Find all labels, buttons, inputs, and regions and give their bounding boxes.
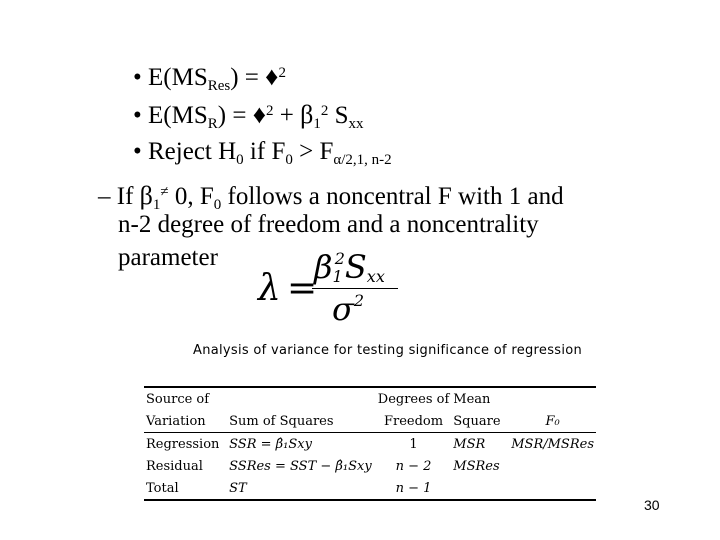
formula-denominator bbox=[332, 290, 364, 328]
noncentrality-formula bbox=[252, 246, 402, 336]
superscript: 2 bbox=[320, 103, 329, 119]
subscript: 0 bbox=[285, 152, 293, 168]
page-number: 30 bbox=[644, 497, 660, 513]
lambda-symbol: λ bbox=[258, 268, 281, 309]
text: ) = bbox=[217, 102, 253, 129]
table-cell: 1 bbox=[409, 436, 418, 452]
text: – If bbox=[98, 183, 140, 210]
text: • Reject H bbox=[133, 138, 237, 165]
table-cell: Regression bbox=[146, 436, 220, 452]
subscript: 0 bbox=[213, 197, 222, 213]
subscript: /2,1, n-2 bbox=[341, 152, 392, 168]
text: follows a noncentral F with 1 and bbox=[221, 183, 564, 210]
bullet-expected-msr bbox=[133, 96, 363, 139]
dash-line-3: parameter bbox=[118, 244, 218, 271]
header-cell: Sum of Squares bbox=[229, 413, 334, 429]
header-cell: Mean bbox=[453, 391, 491, 407]
text: • E(MS bbox=[133, 102, 208, 129]
table-header-row bbox=[144, 410, 596, 433]
superscript: 2 bbox=[353, 291, 365, 310]
header-cell bbox=[509, 387, 596, 410]
superscript: 2 bbox=[334, 249, 345, 268]
text: • E(MS bbox=[133, 64, 208, 91]
table-cell: Residual bbox=[146, 458, 203, 474]
subscript: 1 bbox=[152, 197, 161, 213]
anova-table bbox=[144, 386, 596, 501]
text: if F bbox=[243, 138, 286, 165]
superscript: 2 bbox=[278, 65, 286, 81]
sigma-symbol: ♦ bbox=[265, 62, 279, 91]
bullet-expected-msres bbox=[133, 58, 286, 101]
alpha-symbol: α bbox=[333, 152, 342, 168]
table-row bbox=[144, 433, 596, 456]
text: S bbox=[328, 102, 349, 129]
subscript: Res bbox=[207, 78, 231, 94]
table-cell: ST bbox=[229, 480, 247, 496]
header-cell: Square bbox=[453, 413, 501, 429]
table-cell: n − 1 bbox=[395, 480, 432, 496]
fraction-bar bbox=[312, 288, 398, 289]
text: 0, F bbox=[168, 183, 214, 210]
sigma-symbol: ♦ bbox=[252, 100, 266, 129]
sigma-symbol: σ bbox=[332, 290, 354, 328]
subscript: 1 bbox=[332, 267, 343, 286]
text: S bbox=[344, 248, 367, 286]
table-cell: Total bbox=[146, 480, 179, 496]
header-cell: Variation bbox=[146, 413, 206, 429]
table-caption: Analysis of variance for testing significance of regression bbox=[193, 343, 583, 358]
header-cell bbox=[227, 387, 376, 410]
header-cell: F₀ bbox=[545, 413, 560, 429]
beta-symbol: β bbox=[139, 181, 153, 210]
subscript: xx bbox=[366, 267, 385, 286]
table-header-row bbox=[144, 387, 596, 410]
table-cell bbox=[451, 477, 509, 500]
header-cell: Source of bbox=[146, 391, 210, 407]
formula-numerator bbox=[314, 248, 385, 286]
subscript: R bbox=[207, 116, 218, 132]
subscript: 1 bbox=[313, 116, 321, 132]
superscript: 2 bbox=[265, 103, 274, 119]
table-cell: SSR = β̂₁Sxy bbox=[229, 436, 312, 452]
table-row bbox=[144, 455, 596, 477]
table-cell: MSR/MSRes bbox=[511, 436, 594, 452]
not-equal-symbol: ≠ bbox=[160, 184, 169, 200]
table-cell bbox=[509, 477, 596, 500]
table-row bbox=[144, 477, 596, 500]
table-cell: MSRes bbox=[453, 458, 500, 474]
table-cell: MSR bbox=[453, 436, 486, 452]
beta-symbol: β bbox=[300, 100, 314, 129]
table-cell: n − 2 bbox=[395, 458, 432, 474]
table-cell: SSRes = SST − β̂₁Sxy bbox=[229, 458, 372, 474]
subscript: 0 bbox=[236, 152, 244, 168]
bullet-reject-h0 bbox=[133, 137, 392, 175]
text: > F bbox=[292, 138, 334, 165]
header-cell: Degrees of bbox=[377, 391, 450, 407]
header-cell: Freedom bbox=[383, 413, 444, 429]
beta-symbol: β bbox=[314, 248, 333, 286]
text: + bbox=[273, 102, 301, 129]
table-cell bbox=[509, 455, 596, 477]
dash-line-2: n-2 degree of freedom and a noncentrality bbox=[118, 211, 539, 238]
equals-sign: = bbox=[287, 268, 318, 309]
subscript: xx bbox=[348, 116, 364, 132]
text: ) = bbox=[230, 64, 266, 91]
